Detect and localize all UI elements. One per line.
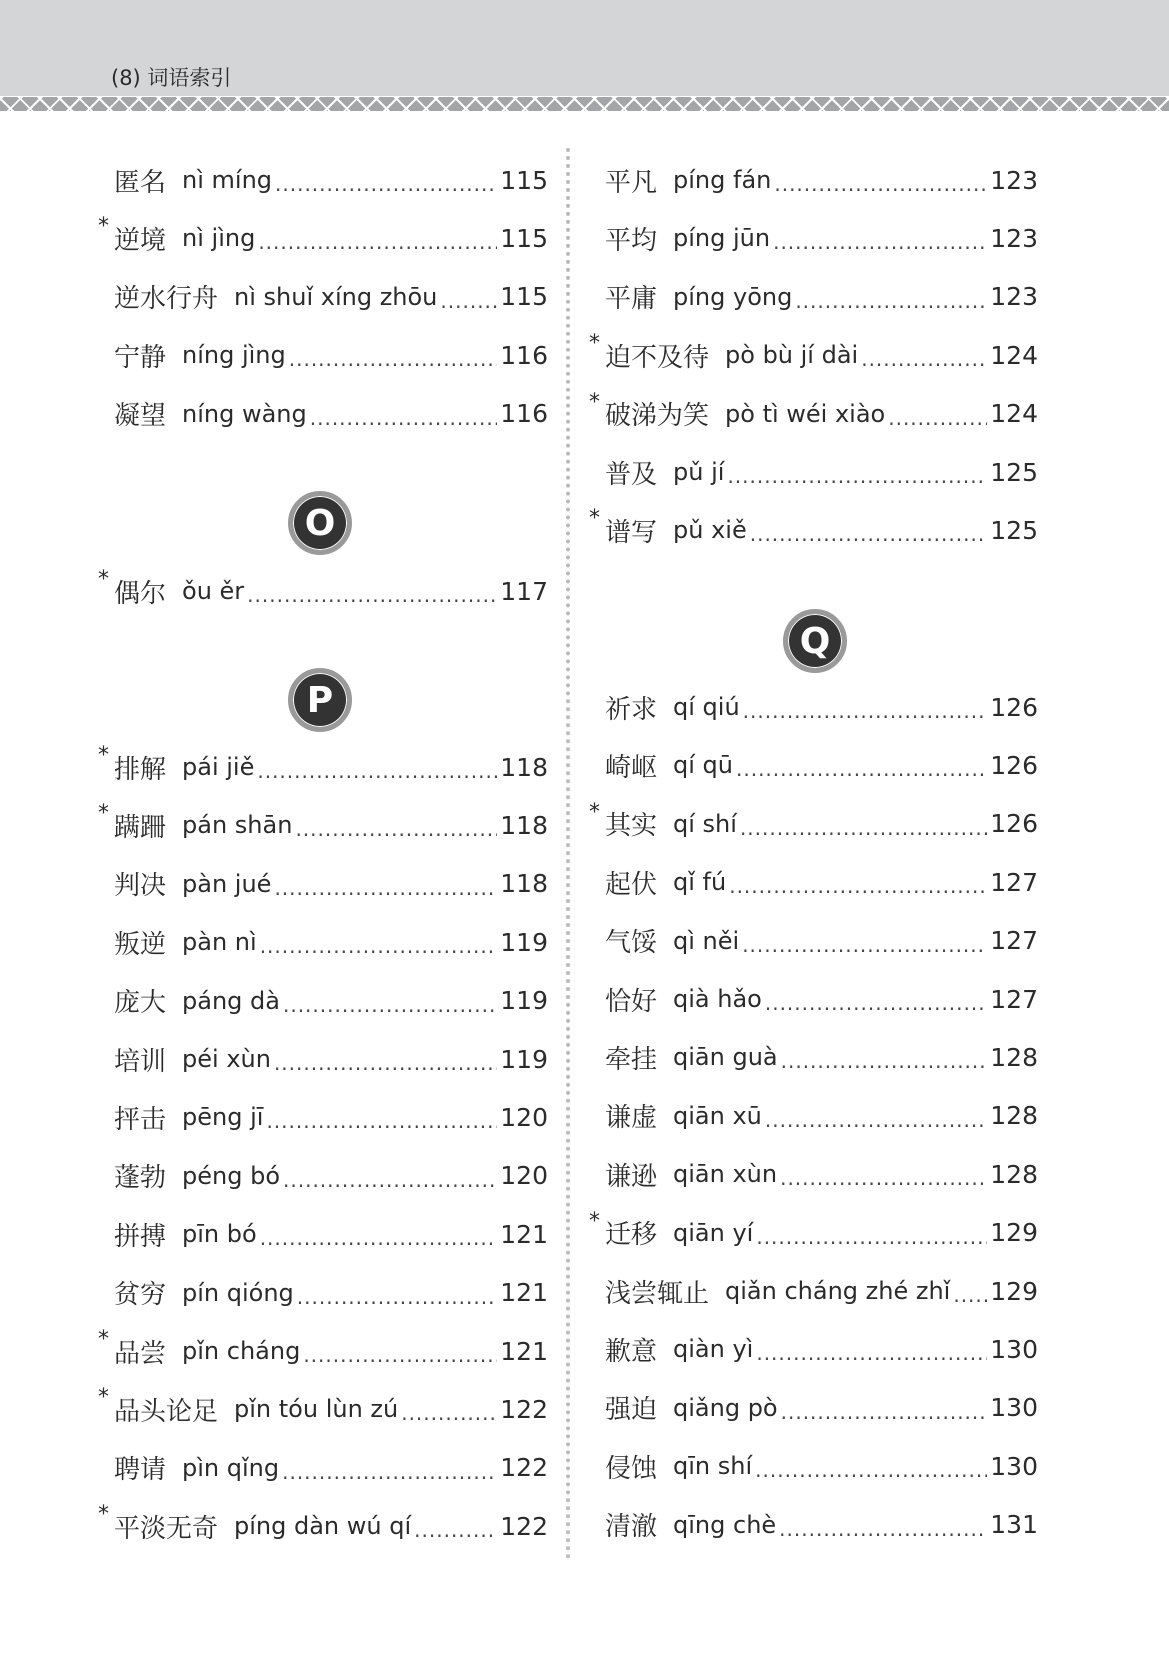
entry-word: 逆境 [114, 225, 167, 256]
dot-leader [260, 1218, 498, 1250]
entry-page: 123 [990, 223, 1038, 253]
dot-leader [756, 1217, 987, 1249]
entry-page: 129 [990, 1276, 1038, 1306]
dot-leader [765, 983, 987, 1015]
entry-page: 127 [990, 926, 1038, 956]
entry-word: 谦逊 [605, 1161, 658, 1192]
entry-page: 128 [990, 1042, 1038, 1072]
entry-pinyin: pò bù jí dài [725, 341, 859, 370]
dot-leader [274, 868, 497, 900]
index-entry [589, 331, 1038, 375]
dot-leader [310, 398, 498, 430]
entry-page: 128 [990, 1159, 1038, 1189]
entry-page: 122 [500, 1394, 548, 1424]
entry-word: 浅尝辄止 [605, 1278, 710, 1309]
entry-word: 气馁 [605, 928, 658, 959]
index-entry [605, 1096, 1038, 1136]
dot-leader [795, 281, 987, 313]
dot-leader [742, 925, 987, 957]
entry-pinyin: qiān yí [673, 1218, 754, 1247]
entry-page: 121 [500, 1278, 548, 1308]
entry-word: 其实 [605, 811, 658, 842]
star-mark-icon: * [98, 1502, 109, 1528]
dot-leader [275, 164, 497, 196]
index-entry [589, 506, 1038, 550]
column-divider [566, 148, 570, 1560]
dot-leader [258, 222, 497, 254]
entry-page: 130 [990, 1451, 1038, 1481]
index-entry [605, 1154, 1038, 1194]
entry-pinyin: qīng chè [673, 1510, 777, 1539]
entry-word: 逆水行舟 [114, 284, 219, 315]
entry-word: 崎岖 [605, 752, 658, 783]
entry-page: 128 [990, 1101, 1038, 1131]
entry-pinyin: qí qiú [673, 693, 740, 721]
entry-page: 119 [500, 986, 548, 1016]
entry-pinyin: pǔ jí [673, 458, 725, 486]
entry-page: 124 [990, 340, 1038, 370]
entry-word: 庞大 [114, 988, 167, 1019]
entry-page: 124 [990, 399, 1038, 429]
entry-page: 126 [990, 750, 1038, 780]
dot-leader [743, 691, 988, 723]
index-entry [605, 1037, 1038, 1077]
right-column [589, 0, 1038, 1657]
dot-leader [282, 1452, 497, 1484]
dot-leader [781, 1041, 988, 1073]
entry-word: 判决 [114, 871, 167, 902]
entry-pinyin: píng jūn [673, 224, 771, 253]
index-entry [114, 864, 548, 904]
dot-leader [756, 1333, 987, 1365]
entry-word: 谱写 [605, 517, 658, 548]
star-mark-icon: * [589, 1208, 600, 1234]
entry-pinyin: pán shān [182, 811, 293, 840]
dot-leader [781, 1392, 988, 1424]
letter-badge-q: Q [783, 609, 847, 673]
entry-pinyin: pǔ xiě [673, 516, 747, 545]
entry-word: 侵蚀 [605, 1453, 658, 1484]
index-entry [605, 1505, 1038, 1545]
entry-pinyin: péng bó [182, 1161, 281, 1190]
star-mark-icon: * [98, 567, 109, 592]
dot-leader [861, 339, 987, 371]
dot-leader [750, 514, 988, 546]
star-mark-icon: * [98, 1327, 109, 1352]
entry-page: 120 [500, 1161, 548, 1191]
entry-word: 平均 [605, 225, 658, 256]
index-entry [98, 743, 548, 787]
entry-page: 123 [990, 282, 1038, 312]
entry-pinyin: pīn bó [182, 1220, 257, 1249]
entry-word: 抨击 [114, 1104, 167, 1135]
entry-word: 品尝 [114, 1338, 167, 1369]
entry-pinyin: pìn qǐng [182, 1453, 280, 1482]
index-entry [589, 799, 1038, 844]
entry-word: 叛逆 [114, 929, 167, 960]
entry-pinyin: pǐn cháng [182, 1337, 301, 1365]
entry-word: 凝望 [114, 401, 167, 432]
star-mark-icon: * [589, 506, 600, 532]
entry-pinyin: níng wàng [182, 399, 307, 428]
entry-pinyin: nì míng [182, 166, 273, 194]
entry-word: 破涕为笑 [605, 401, 710, 432]
index-entry [114, 160, 548, 200]
dot-leader [755, 1450, 987, 1482]
dot-leader [779, 1509, 987, 1541]
index-entry [605, 979, 1038, 1019]
entry-pinyin: píng fán [673, 166, 772, 194]
entry-word: 祈求 [605, 694, 658, 725]
entry-pinyin: qiǎng pò [673, 1393, 778, 1422]
entry-page: 118 [500, 810, 548, 840]
entry-page: 125 [990, 457, 1038, 487]
index-entry [114, 1214, 548, 1254]
entry-page: 126 [990, 692, 1038, 722]
index-entry [114, 1156, 548, 1196]
index-entry [114, 1273, 548, 1313]
page-title: (8) 词语索引 [111, 66, 232, 90]
entry-page: 118 [500, 752, 548, 782]
entry-word: 匿名 [114, 167, 167, 198]
entry-page: 122 [500, 1453, 548, 1483]
entry-word: 谦虚 [605, 1103, 658, 1134]
entry-page: 115 [500, 223, 548, 253]
dot-leader [736, 749, 987, 781]
entry-page: 123 [990, 165, 1038, 195]
entry-pinyin: nì shuǐ xíng zhōu [234, 282, 438, 311]
entry-word: 平凡 [605, 167, 658, 198]
entry-page: 119 [500, 927, 548, 957]
entry-word: 迫不及待 [605, 342, 710, 373]
entry-pinyin: pò tì wéi xiào [725, 399, 886, 428]
entry-page: 115 [500, 165, 548, 195]
entry-word: 偶尔 [114, 578, 167, 609]
dot-leader [780, 1158, 987, 1190]
index-entry [114, 1097, 548, 1137]
entry-word: 普及 [605, 459, 658, 490]
dot-leader [773, 222, 987, 254]
entry-page: 130 [990, 1393, 1038, 1423]
entry-word: 宁静 [114, 342, 167, 373]
entry-pinyin: pàn jué [182, 869, 272, 898]
entry-pinyin: qiān guà [673, 1043, 778, 1072]
entry-page: 127 [990, 867, 1038, 897]
dot-leader [297, 1277, 497, 1309]
entry-word: 起伏 [605, 869, 658, 900]
letter-badge-p: P [288, 668, 352, 732]
entry-page: 121 [500, 1336, 548, 1366]
index-entry [98, 801, 548, 845]
entry-word: 迁移 [605, 1220, 658, 1251]
entry-pinyin: pàn nì [182, 928, 257, 957]
entry-pinyin: qǐ fú [673, 868, 727, 897]
entry-page: 131 [990, 1510, 1038, 1540]
entry-page: 127 [990, 984, 1038, 1014]
dot-leader [440, 281, 497, 313]
dot-leader [765, 1100, 987, 1132]
star-mark-icon: * [98, 801, 109, 827]
index-entry [98, 1385, 548, 1429]
entry-pinyin: pēng jī [182, 1103, 264, 1132]
star-mark-icon: * [589, 389, 600, 415]
dot-leader [727, 456, 987, 488]
entry-page: 117 [500, 576, 548, 606]
index-entry [605, 687, 1038, 727]
dot-leader [295, 809, 497, 841]
index-entry [605, 218, 1038, 258]
index-entry [114, 277, 548, 317]
entry-word: 恰好 [605, 986, 658, 1017]
letter-badge-o: O [288, 491, 352, 555]
entry-pinyin: nì jìng [182, 224, 256, 253]
entry-page: 119 [500, 1044, 548, 1074]
entry-word: 牵挂 [605, 1044, 658, 1075]
entry-word: 强迫 [605, 1395, 658, 1426]
entry-pinyin: qí qū [673, 751, 733, 780]
dot-leader [289, 339, 498, 371]
entry-page: 130 [990, 1334, 1038, 1364]
star-mark-icon: * [589, 331, 600, 357]
star-mark-icon: * [98, 214, 109, 240]
index-entry [605, 1329, 1038, 1369]
entry-pinyin: qià hǎo [673, 985, 762, 1013]
entry-pinyin: pái jiě [182, 753, 255, 781]
index-entry [114, 335, 548, 375]
index-entry [114, 394, 548, 434]
dot-leader [274, 1043, 497, 1075]
index-entry [98, 1327, 548, 1371]
index-entry [605, 277, 1038, 317]
entry-pinyin: pín qióng [182, 1278, 294, 1307]
index-entry [114, 922, 548, 962]
dot-leader [401, 1393, 497, 1425]
index-entry [605, 745, 1038, 785]
entry-pinyin: qiān xū [673, 1101, 762, 1130]
dot-leader [953, 1275, 987, 1307]
index-entry [605, 1271, 1038, 1311]
entry-word: 清澈 [605, 1512, 658, 1543]
entry-word: 聘请 [114, 1455, 167, 1486]
entry-word: 蓬勃 [114, 1163, 167, 1194]
index-entry [98, 214, 548, 258]
entry-page: 122 [500, 1511, 548, 1541]
index-entry [605, 160, 1038, 200]
dot-leader [303, 1335, 497, 1367]
index-entry [114, 1448, 548, 1488]
dot-leader [729, 866, 987, 898]
entry-pinyin: píng dàn wú qí [234, 1512, 412, 1541]
entry-page: 116 [500, 340, 548, 370]
entry-word: 拼搏 [114, 1221, 167, 1252]
entry-word: 培训 [114, 1046, 167, 1077]
entry-page: 126 [990, 809, 1038, 839]
left-column [98, 0, 548, 1657]
entry-word: 贫穷 [114, 1280, 167, 1311]
index-entry [114, 1039, 548, 1079]
dot-leader [283, 1160, 497, 1192]
star-mark-icon: * [98, 1385, 109, 1411]
entry-word: 歉意 [605, 1336, 658, 1367]
dot-leader [260, 926, 498, 958]
index-entry [605, 862, 1038, 902]
entry-page: 115 [500, 282, 548, 312]
index-entry [605, 1388, 1038, 1428]
index-entry [589, 389, 1038, 434]
dot-leader [888, 398, 987, 430]
dot-leader [283, 985, 497, 1017]
entry-page: 120 [500, 1102, 548, 1132]
entry-pinyin: qì něi [673, 926, 740, 955]
entry-word: 排解 [114, 754, 167, 785]
index-entry [114, 981, 548, 1021]
entry-page: 116 [500, 399, 548, 429]
entry-pinyin: ǒu ěr [182, 577, 245, 605]
entry-page: 125 [990, 515, 1038, 545]
entry-pinyin: qiǎn cháng zhé zhǐ [725, 1277, 951, 1305]
entry-pinyin: píng yōng [673, 282, 793, 311]
entry-page: 129 [990, 1218, 1038, 1248]
entry-word: 品头论足 [114, 1396, 219, 1427]
entry-pinyin: qīn shí [673, 1452, 753, 1481]
index-entry [605, 921, 1038, 961]
dot-leader [740, 808, 987, 840]
index-entry [98, 567, 548, 611]
entry-pinyin: páng dà [182, 986, 280, 1015]
dot-leader [266, 1101, 497, 1133]
star-mark-icon: * [98, 743, 109, 768]
entry-pinyin: qiàn yì [673, 1335, 754, 1364]
entry-pinyin: pǐn tóu lùn zú [234, 1395, 399, 1424]
dot-leader [774, 164, 987, 196]
entry-pinyin: qiān xùn [673, 1160, 778, 1189]
entry-page: 118 [500, 869, 548, 899]
index-entry [605, 452, 1038, 492]
dot-leader [247, 575, 497, 607]
dot-leader [414, 1510, 497, 1542]
index-entry [98, 1502, 548, 1546]
entry-pinyin: qí shí [673, 809, 737, 838]
star-mark-icon: * [589, 799, 600, 825]
entry-page: 121 [500, 1219, 548, 1249]
entry-pinyin: péi xùn [182, 1045, 271, 1073]
entry-word: 平淡无奇 [114, 1513, 219, 1544]
dot-leader [257, 751, 497, 783]
entry-word: 平庸 [605, 284, 658, 315]
index-entry [589, 1208, 1038, 1253]
entry-word: 蹒跚 [114, 812, 167, 843]
entry-pinyin: níng jìng [182, 341, 286, 370]
index-entry [605, 1446, 1038, 1486]
